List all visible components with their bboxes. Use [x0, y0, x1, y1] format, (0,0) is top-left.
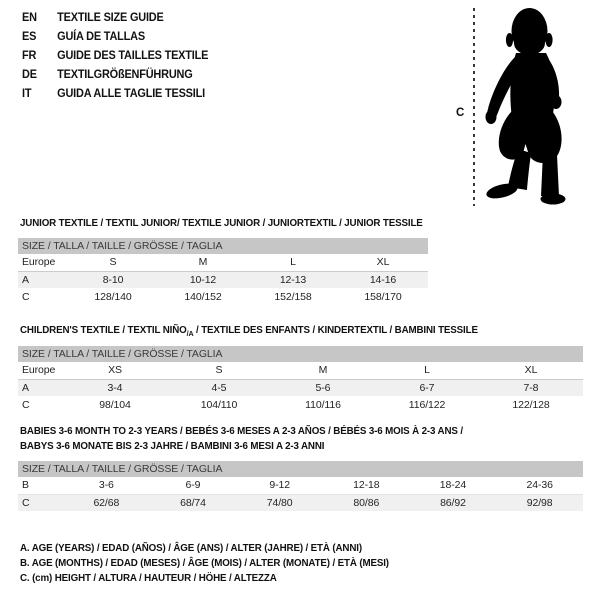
size-header-label: SIZE / TALLA / TAILLE / GRÖSSE / TAGLIA [18, 238, 428, 254]
cell: M [158, 254, 248, 271]
lang-text: GUÍA DE TALLAS [57, 31, 145, 43]
row-label: B [18, 477, 63, 494]
cell: 116/122 [408, 398, 446, 411]
cell: 98/104 [99, 398, 131, 411]
table-row [18, 288, 428, 305]
junior-table-title [20, 218, 423, 229]
lang-row-es [22, 28, 208, 47]
junior-table-title-text: JUNIOR TEXTILE / TEXTIL JUNIOR/ TEXTILE JUNIOR / JUNIORTEXTIL / JUNIOR TESSILE [20, 218, 423, 229]
lang-code: FR [22, 50, 37, 62]
lang-row-de [22, 66, 208, 85]
table-row [18, 477, 583, 494]
cell: 122/128 [512, 398, 550, 411]
lang-text: GUIDA ALLE TAGLIE TESSILI [57, 88, 205, 100]
cell: 3-6 [63, 477, 150, 494]
children-table-title-sub: /A [186, 329, 194, 339]
cell: XL [338, 254, 428, 271]
cell: M [271, 362, 375, 379]
cell: L [248, 254, 338, 271]
lang-code: EN [22, 12, 37, 24]
size-header-bar [18, 238, 428, 254]
cell: 6-9 [150, 477, 237, 494]
row-label: Europe [18, 254, 68, 271]
babies-table-title-line2: BABYS 3-6 MONATE BIS 2-3 JAHRE / BAMBINI 3-6 MESI A 2-3 ANNI [20, 441, 325, 452]
language-title-block [22, 9, 208, 104]
cell: 74/80 [236, 494, 323, 511]
lang-row-it [22, 85, 208, 104]
cell: 104/110 [200, 398, 238, 411]
table-row [18, 271, 428, 288]
cell: 140/152 [184, 290, 222, 303]
cell: 24-36 [496, 477, 583, 494]
cell: 6-7 [375, 379, 479, 396]
babies-table-title [20, 424, 463, 454]
footnotes [20, 541, 389, 587]
row-label: C [18, 494, 63, 511]
table-row [18, 396, 583, 413]
lang-text: TEXTILE SIZE GUIDE [57, 12, 164, 24]
table-row [18, 254, 428, 271]
cell: S [167, 362, 271, 379]
cell: 8-10 [68, 271, 158, 288]
row-label: A [18, 379, 63, 396]
lang-row-fr [22, 47, 208, 66]
lang-code: DE [22, 69, 37, 81]
cell: 12-13 [248, 271, 338, 288]
cell: 18-24 [410, 477, 497, 494]
cell: 3-4 [63, 379, 167, 396]
size-header-bar [18, 346, 583, 362]
cell: 4-5 [167, 379, 271, 396]
table-row [18, 362, 583, 379]
cell: 10-12 [158, 271, 248, 288]
cell: 158/170 [364, 290, 402, 303]
cell: 68/74 [150, 494, 237, 511]
cell: 152/158 [274, 290, 312, 303]
cell: L [375, 362, 479, 379]
children-table-title [20, 325, 478, 338]
cell: 62/68 [63, 494, 150, 511]
cell: 92/98 [496, 494, 583, 511]
cell: 14-16 [338, 271, 428, 288]
table-row [18, 379, 583, 396]
row-label: A [18, 271, 68, 288]
cell: 86/92 [410, 494, 497, 511]
babies-size-table [18, 461, 583, 511]
cell: 110/116 [305, 398, 341, 411]
baby-silhouette-icon [482, 3, 588, 213]
lang-text: TEXTILGRÖßENFÜHRUNG [57, 69, 193, 81]
children-table-title-pre: CHILDREN'S TEXTILE / TEXTIL NIÑO [20, 325, 187, 336]
table-row [18, 494, 583, 511]
size-header-bar [18, 461, 583, 477]
row-label: C [22, 398, 30, 411]
height-measure-dotted-line [473, 8, 475, 206]
babies-table-title-line1: BABIES 3-6 MONTH TO 2-3 YEARS / BEBÉS 3-6 MESES A 2-3 AÑOS / BÉBÉS 3-6 MOIS À 2-3 ANS / [20, 426, 463, 437]
footnote-b: B. AGE (MONTHS) / EDAD (MESES) / ÂGE (MOIS) / ALTER (MONATE) / ETÀ (MESI) [20, 558, 389, 570]
cell: 5-6 [271, 379, 375, 396]
lang-code: ES [22, 31, 37, 43]
cell: S [68, 254, 158, 271]
lang-code: IT [22, 88, 32, 100]
children-table-title-post: / TEXTILE DES ENFANTS / KINDERTEXTIL / BAMBINI TESSILE [193, 325, 478, 336]
footnote-c: C. (cm) HEIGHT / ALTURA / HAUTEUR / HÖHE / ALTEZZA [20, 573, 277, 585]
cell: 7-8 [479, 379, 583, 396]
junior-size-table [18, 238, 428, 305]
size-header-label: SIZE / TALLA / TAILLE / GRÖSSE / TAGLIA [18, 346, 583, 362]
row-label: C [22, 290, 30, 303]
height-measure-label: C [456, 107, 465, 119]
cell: 9-12 [236, 477, 323, 494]
lang-text: GUIDE DES TAILLES TEXTILE [57, 50, 209, 62]
cell: XL [479, 362, 583, 379]
cell: 128/140 [94, 290, 132, 303]
cell: 12-18 [323, 477, 410, 494]
lang-row-en [22, 9, 208, 28]
cell: 80/86 [323, 494, 410, 511]
children-size-table [18, 346, 583, 413]
size-header-label: SIZE / TALLA / TAILLE / GRÖSSE / TAGLIA [18, 461, 583, 477]
row-label: Europe [18, 362, 63, 379]
cell: XS [63, 362, 167, 379]
footnote-a: A. AGE (YEARS) / EDAD (AÑOS) / ÂGE (ANS) / ALTER (JAHRE) / ETÀ (ANNI) [20, 543, 362, 554]
